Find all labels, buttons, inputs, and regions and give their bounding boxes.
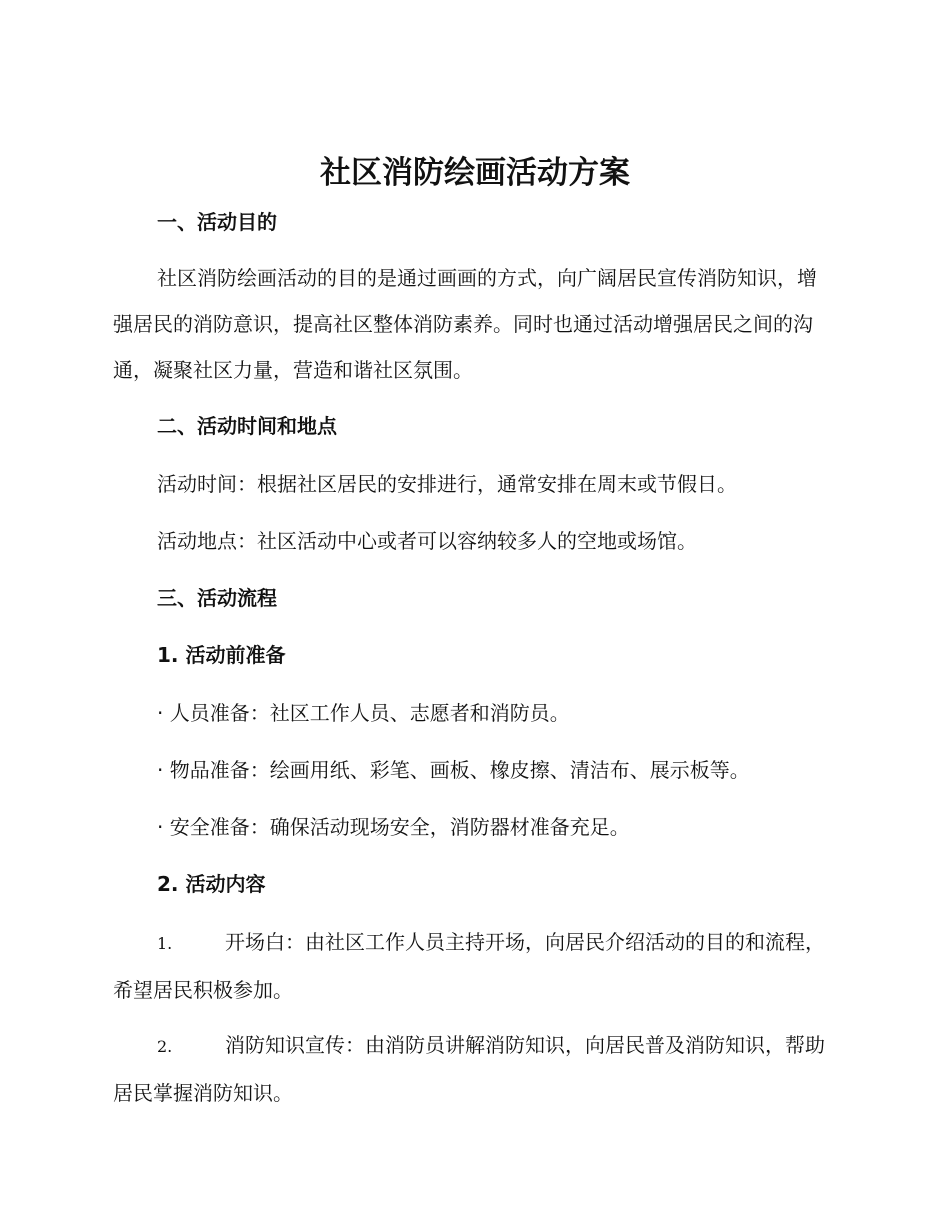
list-number: 2. — [157, 1037, 173, 1056]
list-item-text: 消防知识宣传：由消防员讲解消防知识，向居民普及消防知识，帮助居民掌握消防知识。 — [113, 1033, 825, 1105]
section-heading-process: 三、活动流程 — [157, 586, 277, 610]
activity-time-text: 活动时间：根据社区居民的安排进行，通常安排在周末或节假日。 — [157, 472, 737, 496]
prep-item-supplies: · 物品准备：绘画用纸、彩笔、画板、橡皮擦、清洁布、展示板等。 — [157, 758, 750, 782]
activity-place-text: 活动地点：社区活动中心或者可以容纳较多人的空地或场馆。 — [157, 529, 697, 553]
content-item-opening — [113, 919, 833, 1013]
section-heading-purpose: 一、活动目的 — [157, 210, 277, 234]
content-item-fire-knowledge — [113, 1022, 833, 1116]
subsection-heading-content: 2. 活动内容 — [157, 872, 266, 896]
list-item-text: 开场白：由社区工作人员主持开场，向居民介绍活动的目的和流程，希望居民积极参加。 — [113, 930, 825, 1002]
prep-item-safety: · 安全准备：确保活动现场安全，消防器材准备充足。 — [157, 815, 630, 839]
prep-item-staff: · 人员准备：社区工作人员、志愿者和消防员。 — [157, 701, 570, 725]
section-heading-time-place: 二、活动时间和地点 — [157, 414, 337, 438]
purpose-paragraph: 社区消防绘画活动的目的是通过画画的方式，向广阔居民宣传消防知识，增强居民的消防意识，提高社区整体消防素养。同时也通过活动增强居民之间的沟通，凝聚社区力量，营造和谐社区氛围。 — [113, 266, 817, 382]
document-title: 社区消防绘画活动方案 — [320, 155, 630, 191]
subsection-heading-preparation: 1. 活动前准备 — [157, 643, 286, 667]
list-number: 1. — [157, 934, 173, 953]
